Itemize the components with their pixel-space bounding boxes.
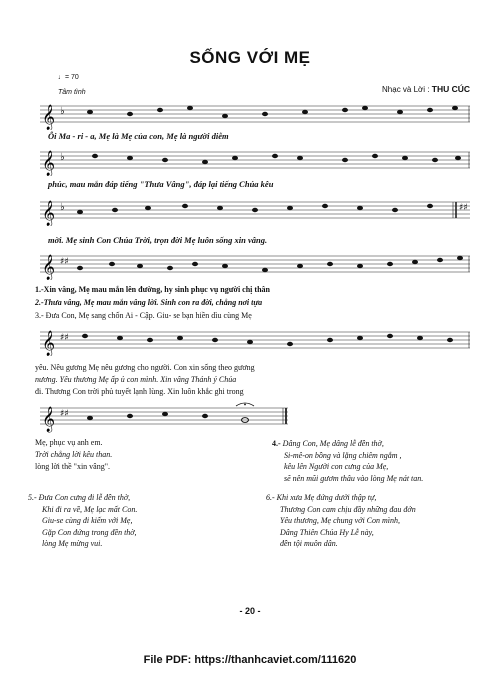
svg-text:♯♯: ♯♯ <box>459 203 468 213</box>
stanza-6-line-5: đền tội muôn dân. <box>280 539 338 549</box>
stanza-4-line-1-text: Dâng Con, Mẹ dâng lễ đền thờ, <box>282 439 384 448</box>
stanza-6 <box>266 492 416 550</box>
verse3-line1: 3.- Đưa Con, Mẹ sang chốn Ai - Cập. Giu- se bạn hiền dìu cùng Mẹ <box>35 311 252 320</box>
svg-text:♭: ♭ <box>60 152 65 163</box>
verse3-line3: lòng lời thề "xin vâng". <box>35 462 110 471</box>
stanza-6-line-3: Yêu thương, Mẹ chung với Con mình, <box>280 516 400 526</box>
music-staff-1 <box>40 100 470 130</box>
verse2-line2: nương. Yêu thương Mẹ ấp ủ con mình. Xin vâng Thánh ý Chúa <box>35 375 237 384</box>
stanza-5-line-4: Gặp Con đứng trong đền thờ, <box>42 527 137 537</box>
verse2-line3: Trời chẳng lời kêu than. <box>35 450 113 459</box>
stanza-6-line-1: 6.- Khi xưa Mẹ đứng dưới thập tự, <box>266 493 377 502</box>
verse1-line3: Mẹ, phục vụ anh em. <box>35 438 103 447</box>
stanza-5-line-2: Khi đi ra về, Mẹ lạc mất Con. <box>42 504 138 514</box>
stanza-4-line-4: sẽ nên mũi gươm thâu vào lòng Mẹ nát tan. <box>284 473 424 483</box>
treble-clef-icon: 𝄞 <box>42 255 56 280</box>
stanza-6-line-2: Thương Con cam chịu đầy những đau đớn <box>280 504 416 514</box>
svg-text:♭: ♭ <box>60 202 65 213</box>
stanza-5 <box>28 492 137 550</box>
stanza-4 <box>272 438 423 484</box>
svg-text:♯♯: ♯♯ <box>60 409 69 419</box>
composer-name: THU CÚC <box>431 84 470 94</box>
music-staff-2 <box>40 146 470 176</box>
footer-pdf-link[interactable]: File PDF: https://thanhcaviet.com/111620 <box>143 654 357 666</box>
svg-text:♯♯: ♯♯ <box>60 333 69 343</box>
tempo-marking: ♩= 70 <box>58 74 79 81</box>
treble-clef-icon: 𝄞 <box>42 151 56 176</box>
treble-clef-icon: 𝄞 <box>42 201 56 226</box>
music-staff-5 <box>40 326 470 356</box>
refrain-lyric-2: phúc, mau mắn đáp tiếng "Thưa Vâng", đáp lại tiếng Chúa kêu <box>48 179 274 189</box>
music-staff-6 <box>40 398 290 434</box>
treble-clef-icon: 𝄞 <box>42 105 56 130</box>
verse1-line1: 1.-Xin vâng, Mẹ mau mắn lên đường, hy sinh phục vụ người chị thân <box>35 285 270 294</box>
music-staff-3 <box>40 196 470 226</box>
credit-line <box>382 84 470 94</box>
verse1-line2: yêu. Nêu gương Mẹ nêu gương cho người. Con xin sống theo gương <box>35 363 255 372</box>
credit-label: Nhạc và Lời : <box>382 85 430 94</box>
svg-text:♭: ♭ <box>60 106 65 117</box>
page-number: - 20 - <box>239 606 261 616</box>
treble-clef-icon: 𝄞 <box>42 407 56 432</box>
refrain-lyric-1: Ôi Ma - ri - a, Mẹ là Mẹ của con, Mẹ là người diễm <box>48 131 229 141</box>
stanza-5-line-1: 5.- Đưa Con cưng đi lễ đền thờ, <box>28 493 131 502</box>
stanza-4-line-1: 4.- Dâng Con, Mẹ dâng lễ đền thờ, <box>272 439 384 448</box>
stanza-6-line-4: Dâng Thiên Chúa Hy Lễ này, <box>280 527 374 537</box>
stanza-5-line-3: Giu-se cùng đi kiếm với Mẹ, <box>42 516 133 526</box>
stanza-4-line-3: kêu lên Người con cưng của Mẹ, <box>284 462 389 472</box>
verse2-line1: 2.-Thưa vâng, Mẹ mau mắn vâng lời. Sinh con ra đời, chẳng nơi tựa <box>35 298 263 307</box>
svg-text:♯♯: ♯♯ <box>60 257 69 267</box>
music-staff-4 <box>40 250 470 280</box>
stanza-5-line-5: lòng Mẹ mừng vui. <box>42 539 103 549</box>
song-title: SỐNG VỚI MẸ <box>189 48 311 67</box>
stanza-4-line-2: Si-mê-on bồng và lặng chiêm ngắm , <box>284 450 402 460</box>
treble-clef-icon: 𝄞 <box>42 331 56 356</box>
refrain-lyric-3: mời. Mẹ sinh Con Chúa Trời, trọn đời Mẹ luôn sống xin vâng. <box>48 235 268 245</box>
style-marking: Tâm tình <box>58 89 86 96</box>
verse3-line2: đi. Thương Con trời phủ tuyết lạnh lùng. Xin luôn khắc ghi trong <box>35 387 244 396</box>
